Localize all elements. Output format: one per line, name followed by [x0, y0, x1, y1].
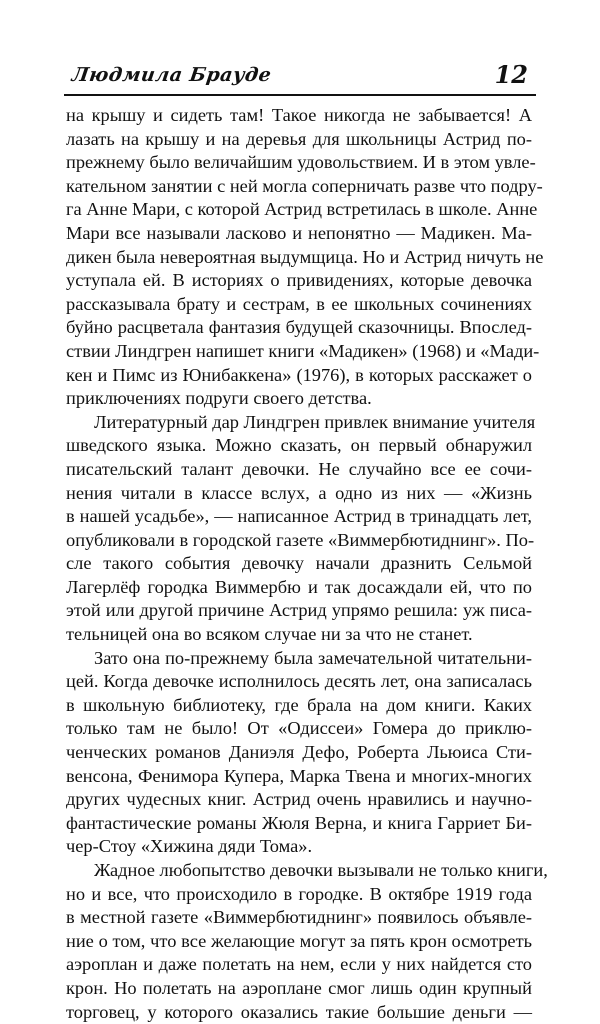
text-line: ние о том, что все желающие могут за пять крон осмотреть — [66, 930, 532, 951]
text-line: ченческих романов Даниэля Дефо, Роберта Льюиса Сти- — [66, 742, 532, 763]
text-line: Жадное любопытство девочки вызывали не только книги, — [94, 860, 548, 880]
text-line: шведского языка. Можно сказать, он первый обнаружил — [66, 435, 532, 456]
text-line: в местной газете «Виммербютиднинг» появилось объявле- — [66, 907, 532, 928]
text-line: га Анне Мари, с которой Астрид встретилась в школе. Анне — [66, 199, 538, 220]
paragraph — [66, 104, 544, 411]
paragraph — [66, 647, 532, 859]
text-line: уступала ей. В историях о привидениях, которые девочка — [66, 270, 532, 291]
running-header — [64, 60, 536, 92]
text-line: Литературный дар Линдгрен привлек внимание учителя — [94, 411, 536, 432]
text-line: сле такого события девочку начали дразнить Сельмой — [66, 553, 532, 574]
header-rule — [64, 94, 536, 96]
text-line: на крышу и сидеть там! Такое никогда не забывается! А — [66, 105, 532, 125]
text-line: писательский талант девочки. Не случайно все ее сочи- — [66, 458, 532, 479]
text-line: приключениях подруги своего детства. — [66, 388, 372, 409]
text-line: нения читали в классе вслух, а одно из них — «Жизнь — [66, 482, 532, 503]
text-line: Мари все называли ласково и непонятно — Мадикен. Ма- — [66, 222, 532, 243]
text-line: фантастические романы Жюля Верна, и книга Гарриет Би- — [66, 812, 532, 833]
text-line: опубликовали в городской газете «Виммербютиднинг». По- — [66, 529, 535, 550]
paragraph — [66, 859, 548, 1024]
text-line: только там не было! От «Одиссеи» Гомера до приклю- — [66, 718, 532, 739]
text-line: прежнему было величайшим удовольствием. И в этом увле- — [66, 152, 536, 173]
text-line: в нашей усадьбе», — написанное Астрид в тринадцать лет, — [66, 506, 532, 527]
text-line: рассказывала брату и сестрам, в ее школьных сочинениях — [66, 293, 532, 314]
text-line: буйно расцветала фантазия будущей сказочницы. Впослед- — [66, 317, 532, 338]
text-line: других чудесных книг. Астрид очень нравились и научно- — [66, 789, 532, 810]
text-line: Зато она по-прежнему была замечательной читательни- — [94, 647, 532, 668]
text-line: этой или другой причине Астрид упрямо решила: уж писа- — [66, 600, 532, 621]
text-line: крон. Но полетать на аэроплане смог лишь один крупный — [66, 977, 532, 998]
text-line: кательном занятии с ней могла соперничать разве что подру- — [66, 175, 543, 196]
text-line: кен и Пимс из Юнибаккена» (1976), в которых расскажет о — [66, 364, 532, 385]
text-line: но и все, что происходило в городке. В октябре 1919 года — [66, 883, 532, 904]
running-header-author: Людмила Брауде — [70, 64, 273, 86]
text-line: чер-Стоу «Хижина дяди Тома». — [66, 836, 313, 857]
page-number: 12 — [494, 60, 528, 89]
text-line: цей. Когда девочке исполнилось десять лет, она записалась — [66, 671, 532, 692]
text-line: в школьную библиотеку, где брала на дом книги. Каких — [66, 694, 532, 715]
paragraph — [66, 411, 536, 647]
body-text — [66, 104, 548, 1024]
text-line: ствии Линдгрен напишет книги «Мадикен» (1968) и «Мади- — [66, 340, 540, 361]
text-line: венсона, Фенимора Купера, Марка Твена и многих-многих — [66, 765, 532, 786]
text-line: торговец, у которого оказались такие большие деньги — — [66, 1001, 532, 1022]
text-line: дикен была невероятная выдумщица. Но и Астрид ничуть не — [66, 246, 544, 267]
text-line: Лагерлёф городка Виммербю и так досаждали ей, что по — [66, 576, 532, 597]
text-line: аэроплан и даже полетать на нем, если у них найдется сто — [66, 954, 532, 975]
text-line: тельницей она во всяком случае ни за что не станет. — [66, 624, 473, 645]
text-line: лазать на крышу и на деревья для школьницы Астрид по- — [66, 128, 532, 149]
